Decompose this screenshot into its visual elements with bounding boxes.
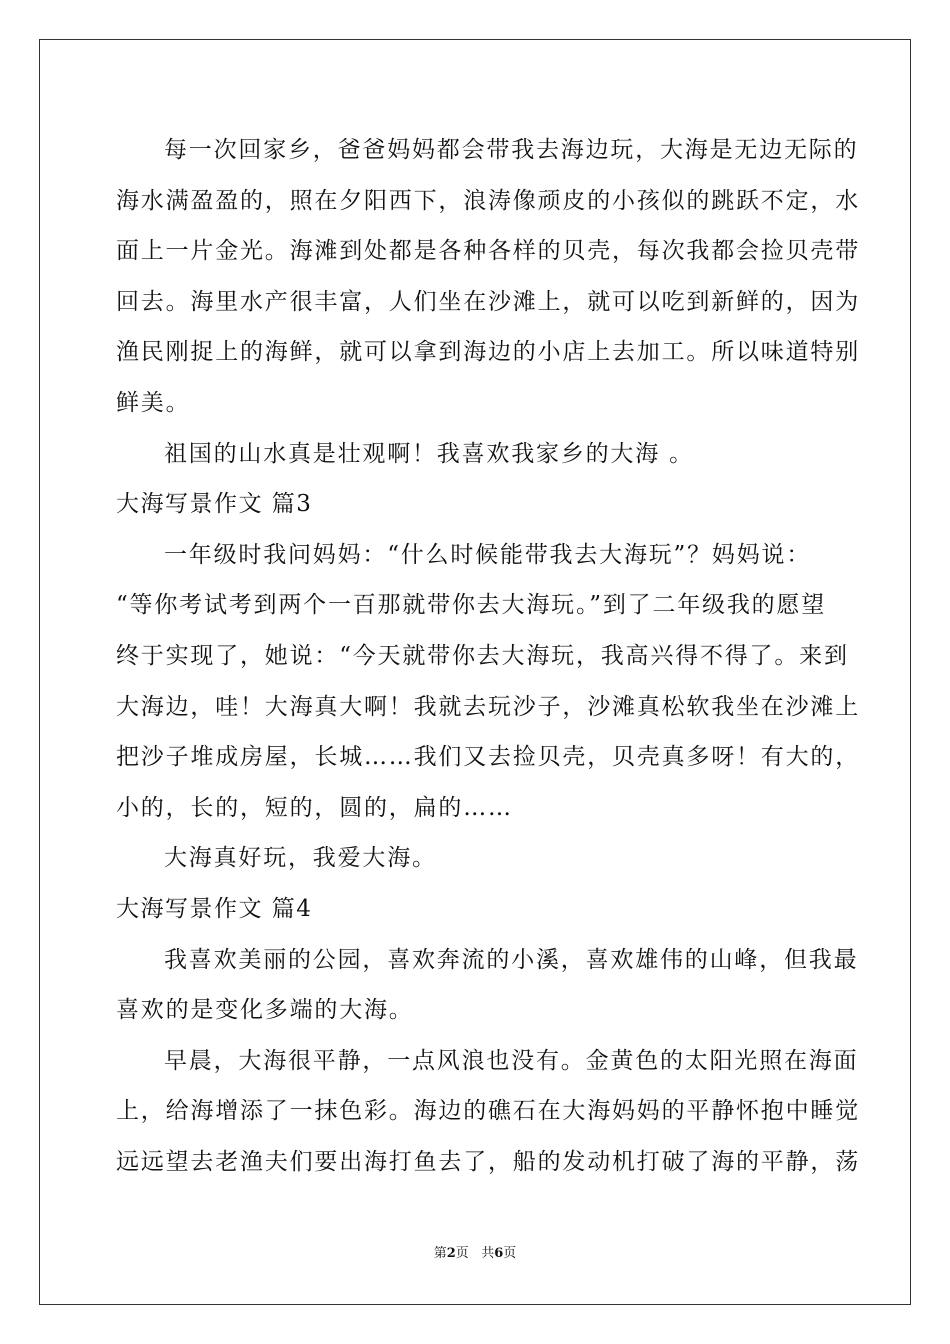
page-total-suffix: 页	[503, 1246, 517, 1261]
paragraph-line: 渔民刚捉上的海鲜，就可以拿到海边的小店上去加工。所以味道特别	[116, 339, 860, 366]
section-heading: 大海写景作文 篇4	[116, 896, 313, 922]
paragraph-line: 远远望去老渔夫们要出海打鱼去了，船的发动机打破了海的平静，荡	[116, 1149, 860, 1175]
paragraph-line: 回去。海里水产很丰富，人们坐在沙滩上，就可以吃到新鲜的，因为	[116, 288, 860, 315]
page-number-current: 2	[446, 1246, 456, 1261]
page-total-prefix: 共	[481, 1246, 495, 1261]
paragraph-line: 上，给海增添了一抹色彩。海边的礁石在大海妈妈的平静怀抱中睡觉	[116, 1098, 860, 1125]
paragraph-first-line: 每一次回家乡，爸爸妈妈都会带我去海边玩，大海是无边无际的	[164, 137, 859, 163]
paragraph-line: 鲜美。	[116, 390, 191, 416]
paragraph-line: 把沙子堆成房屋，长城……我们又去捡贝壳，贝壳真多呀！有大的，	[116, 744, 860, 771]
paragraph-line: “等你考试考到两个一百那就带你去大海玩。”到了二年级我的愿望	[116, 592, 827, 619]
page-footer	[0, 1245, 950, 1263]
page-number-prefix: 第	[433, 1246, 447, 1261]
paragraph-first-line: 早晨，大海很平静，一点风浪也没有。金黄色的太阳光照在海面	[164, 1047, 859, 1074]
paragraph-first-line: 一年级时我问妈妈：“什么时候能带我去大海玩”？妈妈说：	[164, 541, 812, 568]
page-number-suffix: 页	[455, 1246, 469, 1261]
paragraph-line: 小的，长的，短的，圆的，扁的……	[116, 794, 513, 821]
paragraph-first-line: 我喜欢美丽的公园，喜欢奔流的小溪，喜欢雄伟的山峰，但我最	[164, 946, 859, 973]
paragraph-line: 终于实现了，她说：“今天就带你去大海玩，我高兴得不得了。来到	[116, 643, 849, 669]
section-heading: 大海写景作文 篇3	[116, 491, 313, 518]
page-total: 6	[494, 1246, 504, 1261]
paragraph-line: 喜欢的是变化多端的大海。	[116, 997, 414, 1024]
paragraph-first-line: 祖国的山水真是壮观啊！我喜欢我家乡的大海 。	[164, 440, 694, 467]
paragraph-first-line: 大海真好玩，我爱大海。	[164, 845, 437, 872]
paragraph-line: 海水满盈盈的，照在夕阳西下，浪涛像顽皮的小孩似的跳跃不定，水	[116, 187, 860, 214]
paragraph-line: 面上一片金光。海滩到处都是各种各样的贝壳，每次我都会捡贝壳带	[116, 238, 860, 265]
paragraph-line: 大海边，哇！大海真大啊！我就去玩沙子，沙滩真松软我坐在沙滩上	[116, 693, 860, 720]
